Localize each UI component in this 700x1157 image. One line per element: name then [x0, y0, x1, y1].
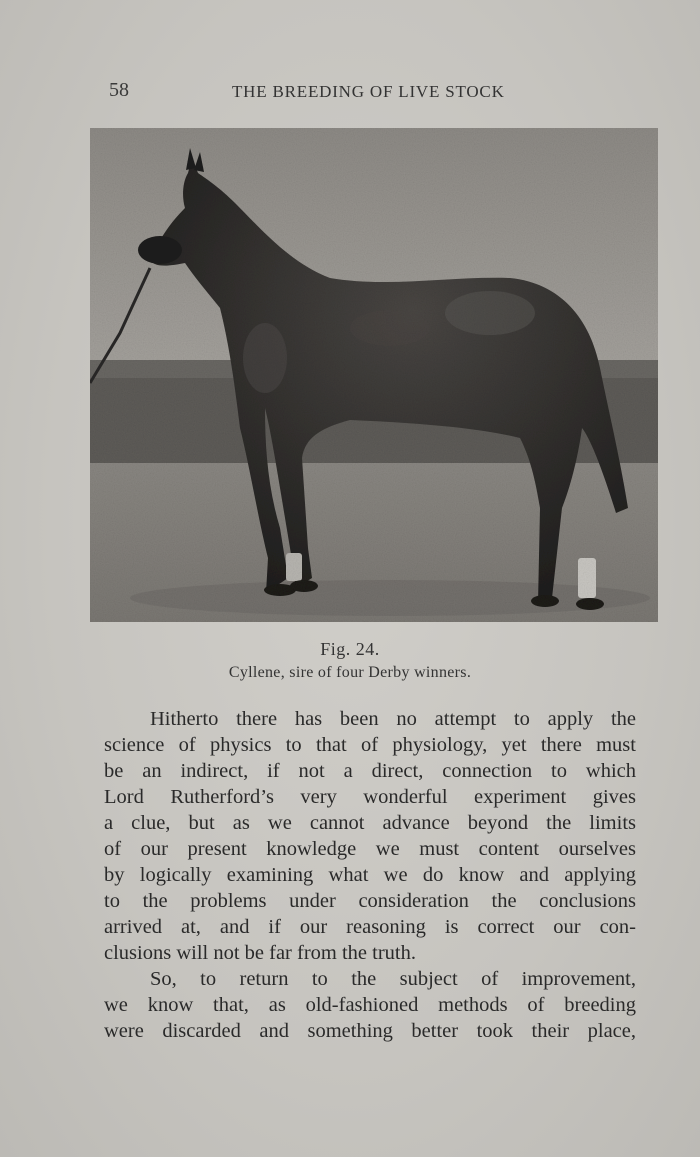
figure-photograph [90, 128, 658, 622]
paragraph-1-line-8: to the problems under consideration the conclusions [104, 890, 636, 912]
paragraph-1-line-4: Lord Rutherford’s very wonderful experiment gives [104, 786, 636, 808]
paragraph-1-line-6: of our present knowledge we must content ourselves [104, 838, 636, 860]
paragraph-1-line-5: a clue, but as we cannot advance beyond the limits [104, 812, 636, 834]
paragraph-1-line-7: by logically examining what we do know and applying [104, 864, 636, 886]
figure-caption: Cyllene, sire of four Derby winners. [228, 664, 472, 681]
paragraph-1-line-1: Hitherto there has been no attempt to apply the [150, 708, 636, 730]
paragraph-1-line-9: arrived at, and if our reasoning is correct our con- [104, 916, 636, 938]
paragraph-1-line-2: science of physics to that of physiology, yet there must [104, 734, 636, 756]
running-head: THE BREEDING OF LIVE STOCK [232, 82, 505, 101]
body-text [104, 706, 636, 1044]
paragraph-1-line-3: be an indirect, if not a direct, connection to which [104, 760, 636, 782]
paragraph-2-line-3: were discarded and something better took their place, [104, 1020, 636, 1042]
figure-label: Fig. 24. [320, 639, 380, 659]
paragraph-1-line-10: clusions will not be far from the truth. [104, 942, 416, 964]
horse-photo-illustration [90, 128, 658, 622]
paragraph-2-line-1: So, to return to the subject of improvement, [150, 968, 636, 990]
page-number: 58 [109, 79, 129, 101]
paragraph-2-line-2: we know that, as old-fashioned methods of breeding [104, 994, 636, 1016]
